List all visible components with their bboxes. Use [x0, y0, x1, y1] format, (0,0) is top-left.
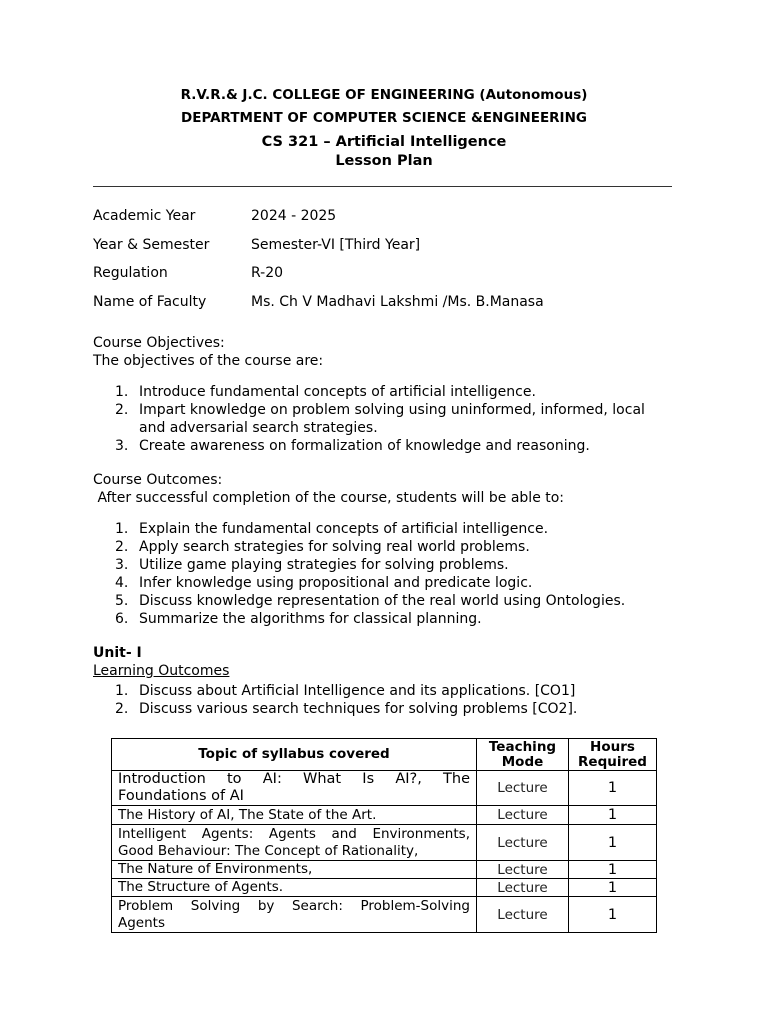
outcomes-list [93, 520, 625, 628]
info-value-year-semester: Semester-VI [Third Year] [251, 237, 421, 253]
document-type: Lesson Plan [335, 153, 433, 169]
list-item: 1. Explain the fundamental concepts of artificial intelligence. [115, 521, 549, 537]
hours-cell: 1 [569, 771, 657, 806]
syllabus-table [111, 738, 657, 933]
list-item: 3. Create awareness on formalization of knowledge and reasoning. [115, 438, 590, 454]
college-name: R.V.R.& J.C. COLLEGE OF ENGINEERING (Autonomous) [180, 87, 588, 103]
table-row [112, 879, 657, 897]
info-label-academic-year: Academic Year [93, 208, 196, 224]
info-value-regulation: R-20 [251, 265, 284, 281]
objectives-heading: Course Objectives: [93, 335, 225, 351]
course-title: CS 321 – Artificial Intelligence [261, 134, 507, 150]
mode-cell: Lecture [477, 861, 569, 879]
list-item: 2. Discuss various search techniques for solving problems [CO2]. [115, 701, 578, 717]
info-value-academic-year: 2024 - 2025 [251, 208, 337, 224]
table-row [112, 825, 657, 861]
learning-outcomes-heading: Learning Outcomes [93, 663, 230, 679]
table-row [112, 806, 657, 825]
list-item: 5. Discuss knowledge representation of the real world using Ontologies. [115, 593, 626, 609]
list-item: 2. Impart knowledge on problem solving using uninformed, informed, local and adversarial search strategies. [115, 402, 645, 436]
column-header-hours: Hours Required [569, 739, 657, 771]
list-item: 6. Summarize the algorithms for classical planning. [115, 611, 482, 627]
table-row [112, 861, 657, 879]
hours-cell: 1 [569, 897, 657, 933]
hours-cell: 1 [569, 806, 657, 825]
list-item: 4. Infer knowledge using propositional and predicate logic. [115, 575, 533, 591]
topic-cell: The Structure of Agents. [112, 879, 477, 897]
department-name: DEPARTMENT OF COMPUTER SCIENCE &ENGINEERING [181, 110, 587, 126]
column-header-topic: Topic of syllabus covered [112, 739, 477, 771]
table-row [112, 771, 657, 806]
mode-cell: Lecture [477, 825, 569, 861]
table-row [112, 897, 657, 933]
topic-cell: The Nature of Environments, [112, 861, 477, 879]
objectives-intro: The objectives of the course are: [93, 353, 324, 369]
column-header-teaching-mode: Teaching Mode [477, 739, 569, 771]
topic-cell: Problem Solving by Search: Problem-Solving Agents [112, 897, 477, 933]
outcomes-intro: After successful completion of the course, students will be able to: [93, 490, 565, 506]
mode-cell: Lecture [477, 879, 569, 897]
mode-cell: Lecture [477, 806, 569, 825]
list-item: 2. Apply search strategies for solving real world problems. [115, 539, 530, 555]
hours-cell: 1 [569, 861, 657, 879]
mode-cell: Lecture [477, 771, 569, 806]
header-divider [93, 186, 672, 187]
mode-cell: Lecture [477, 897, 569, 933]
outcomes-heading: Course Outcomes: [93, 472, 223, 488]
info-label-year-semester: Year & Semester [93, 237, 210, 253]
hours-cell: 1 [569, 825, 657, 861]
info-label-faculty: Name of Faculty [93, 294, 207, 310]
objectives-list [93, 383, 645, 455]
list-item: 1. Introduce fundamental concepts of artificial intelligence. [115, 384, 536, 400]
learning-outcomes-list [93, 682, 577, 718]
table-header-row [112, 739, 657, 771]
info-value-faculty: Ms. Ch V Madhavi Lakshmi /Ms. B.Manasa [251, 294, 544, 310]
topic-cell: The History of AI, The State of the Art. [112, 806, 477, 825]
list-item: 3. Utilize game playing strategies for solving problems. [115, 557, 509, 573]
list-item: 1. Discuss about Artificial Intelligence and its applications. [CO1] [115, 683, 576, 699]
unit-title: Unit- I [93, 645, 142, 661]
topic-cell: Introduction to AI: What Is AI?, The Foundations of AI [112, 771, 477, 806]
topic-cell: Intelligent Agents: Agents and Environments, Good Behaviour: The Concept of Rationality, [112, 825, 477, 861]
hours-cell: 1 [569, 879, 657, 897]
info-label-regulation: Regulation [93, 265, 168, 281]
